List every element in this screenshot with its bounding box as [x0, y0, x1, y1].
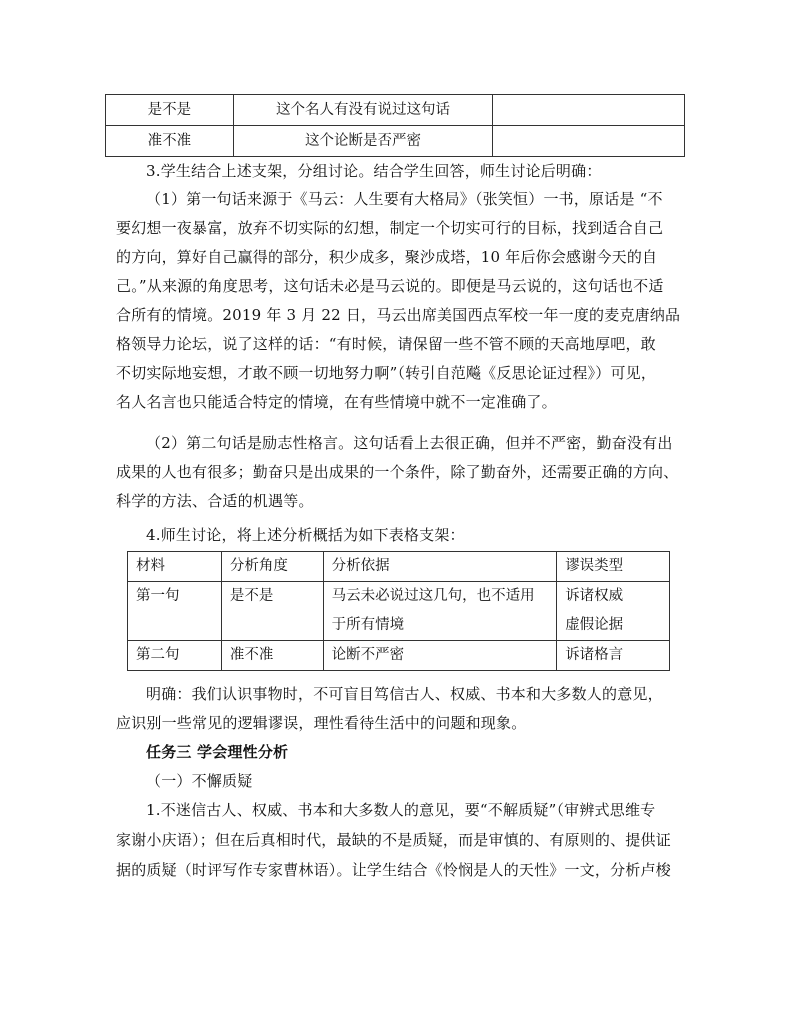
table-row [128, 641, 670, 671]
paragraph-line: 要幻想一夜暴富，放弃不切实际的幻想，制定一个切实可行的目标，找到适合自己 [116, 219, 664, 237]
paragraph-line: 合所有的情境。2019 年 3 月 22 日，马云出席美国西点军校一年一度的麦克唐纳品 [116, 306, 681, 324]
table-header-row [128, 552, 670, 582]
table-cell [493, 126, 685, 157]
table-header-cell: 分析角度 [221, 552, 323, 582]
paragraph-step-3: 3.学生结合上述支架，分组讨论。结合学生回答，师生讨论后明确： [146, 162, 602, 180]
criteria-table [105, 94, 685, 157]
paragraph-line: 成果的人也有很多；勤奋只是出成果的一个条件，除了勤奋外，还需要正确的方向、 [116, 463, 679, 481]
paragraph-line: 格领导力论坛，说了这样的话：“有时候，请保留一些不管不顾的天高地厚吧，敢 [116, 335, 656, 353]
fallacy-table [127, 551, 670, 671]
paragraph-line: 不切实际地妄想，才敢不顾一切地努力啊”（转引自范飚《反思论证过程》）可见， [116, 364, 657, 382]
table-cell [493, 95, 685, 126]
table-cell [557, 582, 670, 641]
table-cell [323, 582, 557, 641]
paragraph-line: 己。”从来源的角度思考，这句话未必是马云说的。即便是马云说的，这句话也不适 [116, 277, 664, 295]
paragraph-line: 科学的方法、合适的机遇等。 [116, 492, 314, 510]
paragraph-line: 1.不迷信古人、权威、书本和大多数人的意见，要“不解质疑”（审辨式思维专 [146, 801, 656, 819]
table-cell: 这个论断是否严密 [233, 126, 493, 157]
paragraph-line: 名人名言也只能适合特定的情境，在有些情境中就不一定准确了。 [116, 393, 557, 411]
table-cell: 第二句 [128, 641, 222, 671]
table-cell: 第一句 [128, 582, 222, 641]
table-header-cell: 分析依据 [323, 552, 557, 582]
paragraph-line: 的方向，算好自己赢得的部分，积少成多，聚沙成塔，10 年后你会感谢今天的自 [116, 248, 658, 266]
table-header-cell: 材料 [128, 552, 222, 582]
table-cell: 诉诸格言 [557, 641, 670, 671]
cell-line: 于所有情境 [331, 617, 405, 633]
paragraph-line: （2）第二句话是励志性格言。这句话看上去很正确，但并不严密，勤奋没有出 [146, 434, 673, 452]
table-cell: 是不是 [106, 95, 234, 126]
paragraph-line: （1）第一句话来源于《马云：人生要有大格局》（张笑恒）一书，原话是 “不 [146, 190, 663, 208]
paragraph-step-4: 4.师生讨论，将上述分析概括为如下表格支架： [146, 526, 465, 544]
cell-line: 马云未必说过这几句，也不适用 [331, 588, 535, 604]
table-cell: 准不准 [106, 126, 234, 157]
table-row [128, 582, 670, 641]
paragraph-line: 家谢小庆语）；但在后真相时代，最缺的不是质疑，而是审慎的、有原则的、提供证 [116, 831, 671, 849]
cell-line: 诉诸权威 [565, 588, 624, 604]
paragraph-line: 明确：我们认识事物时，不可盲目笃信古人、权威、书本和大多数人的意见， [146, 685, 663, 703]
table-row [106, 95, 685, 126]
paragraph-line: 应识别一些常见的逻辑谬误，理性看待生活中的问题和现象。 [116, 714, 527, 732]
table-cell: 是不是 [221, 582, 323, 641]
table-row [106, 126, 685, 157]
table-cell: 准不准 [221, 641, 323, 671]
cell-line: 虚假论据 [565, 617, 624, 633]
section-heading: 任务三 学会理性分析 [146, 743, 289, 761]
subsection-heading: （一）不懈质疑 [146, 772, 253, 790]
table-cell: 这个名人有没有说过这句话 [233, 95, 493, 126]
table-header-cell: 谬误类型 [557, 552, 670, 582]
paragraph-line: 据的质疑（时评写作专家曹林语）。让学生结合《怜悯是人的天性》一文，分析卢梭 [116, 861, 671, 879]
table-cell: 论断不严密 [323, 641, 557, 671]
